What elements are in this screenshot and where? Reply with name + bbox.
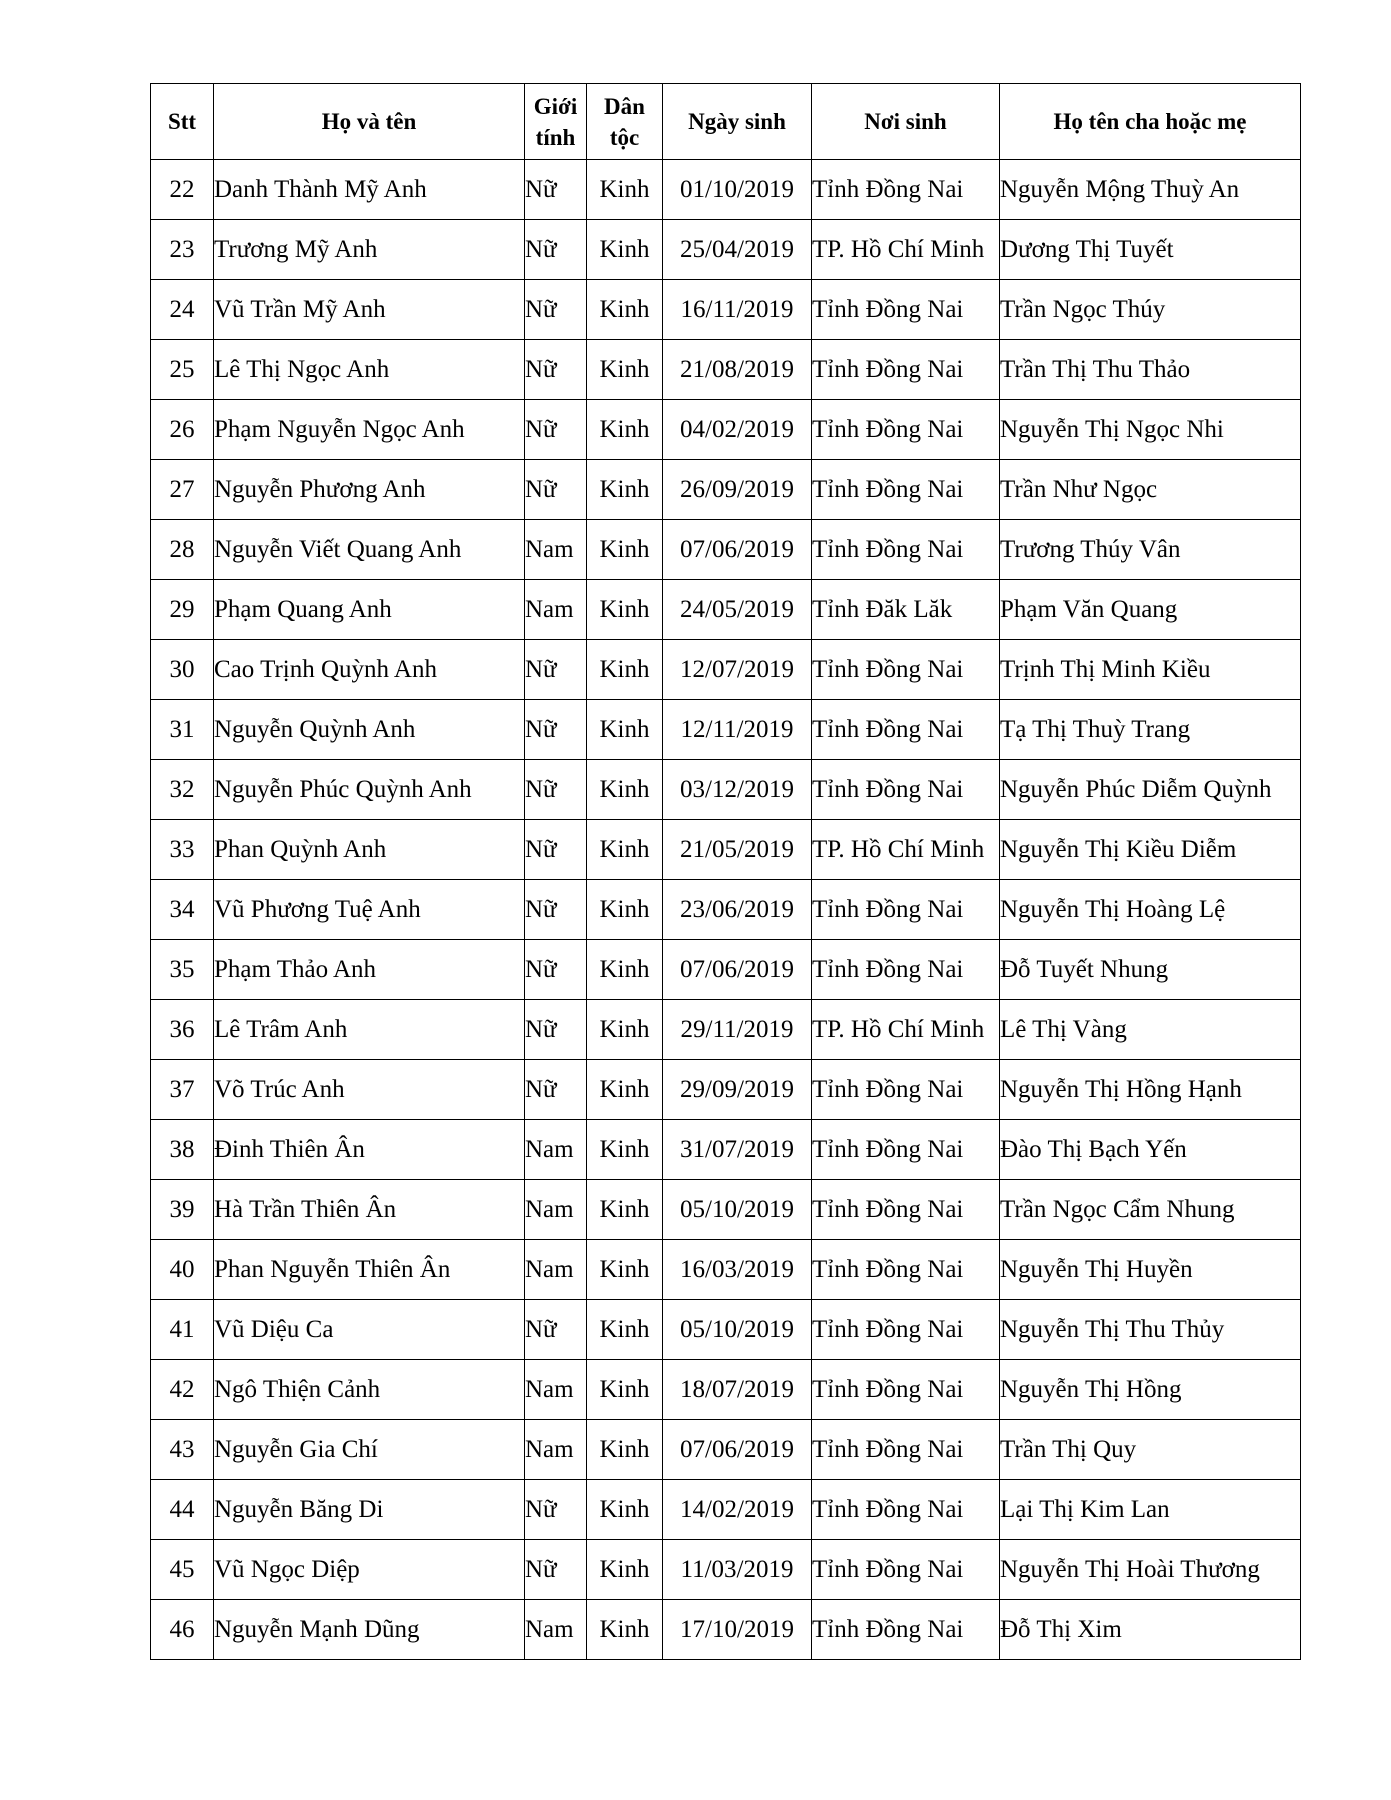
cell-stt: 29	[151, 580, 214, 640]
cell-ethnicity: Kinh	[587, 400, 663, 460]
cell-stt: 36	[151, 1000, 214, 1060]
header-gender-line1: Giới	[533, 93, 578, 119]
cell-ethnicity: Kinh	[587, 1300, 663, 1360]
cell-gender: Nữ	[525, 700, 587, 760]
cell-birthplace: Tỉnh Đồng Nai	[812, 1540, 1000, 1600]
cell-parent: Nguyễn Thị Hồng Hạnh	[1000, 1060, 1301, 1120]
cell-name: Vũ Diệu Ca	[214, 1300, 525, 1360]
table-row	[151, 280, 1301, 340]
cell-name: Phạm Quang Anh	[214, 580, 525, 640]
cell-birthplace: Tỉnh Đồng Nai	[812, 400, 1000, 460]
header-ethnicity-line2: tộc	[609, 124, 640, 150]
cell-dob: 07/06/2019	[663, 940, 812, 1000]
cell-dob: 14/02/2019	[663, 1480, 812, 1540]
cell-gender: Nữ	[525, 220, 587, 280]
cell-gender: Nữ	[525, 880, 587, 940]
cell-ethnicity: Kinh	[587, 460, 663, 520]
cell-stt: 27	[151, 460, 214, 520]
cell-dob: 11/03/2019	[663, 1540, 812, 1600]
cell-parent: Đỗ Tuyết Nhung	[1000, 940, 1301, 1000]
cell-dob: 21/05/2019	[663, 820, 812, 880]
cell-dob: 12/11/2019	[663, 700, 812, 760]
cell-ethnicity: Kinh	[587, 820, 663, 880]
cell-stt: 24	[151, 280, 214, 340]
cell-parent: Nguyễn Thị Hoàng Lệ	[1000, 880, 1301, 940]
cell-birthplace: Tỉnh Đồng Nai	[812, 280, 1000, 340]
cell-parent: Trần Thị Thu Thảo	[1000, 340, 1301, 400]
cell-stt: 31	[151, 700, 214, 760]
cell-parent: Trịnh Thị Minh Kiều	[1000, 640, 1301, 700]
cell-birthplace: Tỉnh Đồng Nai	[812, 940, 1000, 1000]
cell-ethnicity: Kinh	[587, 1120, 663, 1180]
cell-dob: 16/03/2019	[663, 1240, 812, 1300]
cell-name: Phạm Nguyễn Ngọc Anh	[214, 400, 525, 460]
cell-birthplace: Tỉnh Đồng Nai	[812, 1180, 1000, 1240]
table-row	[151, 1300, 1301, 1360]
cell-stt: 39	[151, 1180, 214, 1240]
cell-stt: 35	[151, 940, 214, 1000]
cell-stt: 26	[151, 400, 214, 460]
table-row	[151, 1420, 1301, 1480]
cell-parent: Dương Thị Tuyết	[1000, 220, 1301, 280]
cell-dob: 17/10/2019	[663, 1600, 812, 1660]
cell-gender: Nam	[525, 580, 587, 640]
table-row	[151, 1360, 1301, 1420]
table-row	[151, 580, 1301, 640]
cell-birthplace: Tỉnh Đồng Nai	[812, 880, 1000, 940]
table-row	[151, 400, 1301, 460]
cell-ethnicity: Kinh	[587, 520, 663, 580]
cell-parent: Trần Thị Quy	[1000, 1420, 1301, 1480]
cell-birthplace: TP. Hồ Chí Minh	[812, 220, 1000, 280]
cell-birthplace: Tỉnh Đồng Nai	[812, 1420, 1000, 1480]
table-row	[151, 1120, 1301, 1180]
cell-stt: 40	[151, 1240, 214, 1300]
table-row	[151, 340, 1301, 400]
cell-gender: Nữ	[525, 160, 587, 220]
cell-name: Nguyễn Phương Anh	[214, 460, 525, 520]
header-ethnicity	[587, 84, 663, 160]
cell-stt: 32	[151, 760, 214, 820]
cell-stt: 33	[151, 820, 214, 880]
cell-parent: Nguyễn Thị Hoài Thương	[1000, 1540, 1301, 1600]
cell-parent: Tạ Thị Thuỳ Trang	[1000, 700, 1301, 760]
table-row	[151, 1600, 1301, 1660]
cell-birthplace: Tỉnh Đồng Nai	[812, 1360, 1000, 1420]
cell-dob: 05/10/2019	[663, 1300, 812, 1360]
table-row	[151, 1480, 1301, 1540]
cell-name: Hà Trần Thiên Ân	[214, 1180, 525, 1240]
cell-name: Nguyễn Quỳnh Anh	[214, 700, 525, 760]
cell-parent: Đào Thị Bạch Yến	[1000, 1120, 1301, 1180]
header-name: Họ và tên	[214, 84, 525, 160]
cell-gender: Nam	[525, 520, 587, 580]
cell-parent: Nguyễn Mộng Thuỳ An	[1000, 160, 1301, 220]
header-gender	[525, 84, 587, 160]
cell-dob: 04/02/2019	[663, 400, 812, 460]
table-row	[151, 1180, 1301, 1240]
cell-birthplace: Tỉnh Đồng Nai	[812, 1600, 1000, 1660]
table-row	[151, 880, 1301, 940]
header-gender-line2: tính	[535, 124, 576, 150]
cell-name: Phan Quỳnh Anh	[214, 820, 525, 880]
cell-stt: 23	[151, 220, 214, 280]
cell-gender: Nữ	[525, 340, 587, 400]
cell-dob: 25/04/2019	[663, 220, 812, 280]
cell-stt: 46	[151, 1600, 214, 1660]
cell-gender: Nam	[525, 1180, 587, 1240]
cell-name: Danh Thành Mỹ Anh	[214, 160, 525, 220]
cell-birthplace: Tỉnh Đồng Nai	[812, 520, 1000, 580]
cell-name: Nguyễn Băng Di	[214, 1480, 525, 1540]
cell-ethnicity: Kinh	[587, 160, 663, 220]
header-birthplace: Nơi sinh	[812, 84, 1000, 160]
cell-gender: Nữ	[525, 400, 587, 460]
cell-name: Võ Trúc Anh	[214, 1060, 525, 1120]
cell-gender: Nữ	[525, 760, 587, 820]
cell-parent: Trần Như Ngọc	[1000, 460, 1301, 520]
cell-dob: 05/10/2019	[663, 1180, 812, 1240]
cell-parent: Đỗ Thị Xim	[1000, 1600, 1301, 1660]
cell-ethnicity: Kinh	[587, 1000, 663, 1060]
cell-birthplace: Tỉnh Đăk Lăk	[812, 580, 1000, 640]
cell-stt: 38	[151, 1120, 214, 1180]
table-body	[151, 160, 1301, 1660]
cell-dob: 03/12/2019	[663, 760, 812, 820]
cell-name: Nguyễn Gia Chí	[214, 1420, 525, 1480]
table-row	[151, 940, 1301, 1000]
table-row	[151, 520, 1301, 580]
cell-parent: Trương Thúy Vân	[1000, 520, 1301, 580]
cell-dob: 24/05/2019	[663, 580, 812, 640]
cell-ethnicity: Kinh	[587, 1540, 663, 1600]
table-row	[151, 220, 1301, 280]
cell-ethnicity: Kinh	[587, 220, 663, 280]
cell-ethnicity: Kinh	[587, 1360, 663, 1420]
cell-parent: Nguyễn Thị Huyền	[1000, 1240, 1301, 1300]
cell-ethnicity: Kinh	[587, 340, 663, 400]
cell-gender: Nữ	[525, 280, 587, 340]
cell-ethnicity: Kinh	[587, 700, 663, 760]
cell-stt: 30	[151, 640, 214, 700]
cell-birthplace: Tỉnh Đồng Nai	[812, 1120, 1000, 1180]
header-dob: Ngày sinh	[663, 84, 812, 160]
cell-name: Trương Mỹ Anh	[214, 220, 525, 280]
cell-dob: 31/07/2019	[663, 1120, 812, 1180]
cell-name: Vũ Phương Tuệ Anh	[214, 880, 525, 940]
cell-dob: 16/11/2019	[663, 280, 812, 340]
table-row	[151, 1000, 1301, 1060]
cell-ethnicity: Kinh	[587, 280, 663, 340]
cell-dob: 07/06/2019	[663, 520, 812, 580]
cell-ethnicity: Kinh	[587, 940, 663, 1000]
cell-stt: 43	[151, 1420, 214, 1480]
cell-gender: Nữ	[525, 820, 587, 880]
cell-dob: 29/11/2019	[663, 1000, 812, 1060]
cell-gender: Nữ	[525, 1060, 587, 1120]
cell-stt: 45	[151, 1540, 214, 1600]
cell-name: Phan Nguyễn Thiên Ân	[214, 1240, 525, 1300]
cell-dob: 26/09/2019	[663, 460, 812, 520]
cell-birthplace: Tỉnh Đồng Nai	[812, 1060, 1000, 1120]
cell-birthplace: Tỉnh Đồng Nai	[812, 700, 1000, 760]
cell-name: Cao Trịnh Quỳnh Anh	[214, 640, 525, 700]
cell-ethnicity: Kinh	[587, 1240, 663, 1300]
cell-ethnicity: Kinh	[587, 580, 663, 640]
cell-ethnicity: Kinh	[587, 1180, 663, 1240]
cell-birthplace: Tỉnh Đồng Nai	[812, 340, 1000, 400]
cell-dob: 12/07/2019	[663, 640, 812, 700]
cell-stt: 41	[151, 1300, 214, 1360]
cell-birthplace: Tỉnh Đồng Nai	[812, 1480, 1000, 1540]
cell-gender: Nữ	[525, 640, 587, 700]
cell-gender: Nam	[525, 1600, 587, 1660]
cell-name: Ngô Thiện Cảnh	[214, 1360, 525, 1420]
cell-dob: 01/10/2019	[663, 160, 812, 220]
table-header	[151, 84, 1301, 160]
table-row	[151, 640, 1301, 700]
cell-dob: 21/08/2019	[663, 340, 812, 400]
cell-parent: Nguyễn Thị Ngọc Nhi	[1000, 400, 1301, 460]
cell-name: Vũ Ngọc Diệp	[214, 1540, 525, 1600]
cell-name: Phạm Thảo Anh	[214, 940, 525, 1000]
header-parent: Họ tên cha hoặc mẹ	[1000, 84, 1301, 160]
cell-gender: Nam	[525, 1420, 587, 1480]
cell-birthplace: Tỉnh Đồng Nai	[812, 160, 1000, 220]
cell-ethnicity: Kinh	[587, 1480, 663, 1540]
header-stt: Stt	[151, 84, 214, 160]
cell-gender: Nam	[525, 1360, 587, 1420]
cell-parent: Lê Thị Vàng	[1000, 1000, 1301, 1060]
cell-parent: Nguyễn Thị Hồng	[1000, 1360, 1301, 1420]
cell-gender: Nữ	[525, 940, 587, 1000]
cell-ethnicity: Kinh	[587, 640, 663, 700]
cell-parent: Nguyễn Thị Thu Thủy	[1000, 1300, 1301, 1360]
cell-dob: 18/07/2019	[663, 1360, 812, 1420]
cell-ethnicity: Kinh	[587, 880, 663, 940]
cell-ethnicity: Kinh	[587, 1420, 663, 1480]
cell-stt: 42	[151, 1360, 214, 1420]
table-row	[151, 1540, 1301, 1600]
cell-dob: 23/06/2019	[663, 880, 812, 940]
table-row	[151, 820, 1301, 880]
cell-gender: Nam	[525, 1120, 587, 1180]
cell-parent: Nguyễn Thị Kiều Diễm	[1000, 820, 1301, 880]
cell-stt: 44	[151, 1480, 214, 1540]
cell-gender: Nữ	[525, 1300, 587, 1360]
cell-parent: Nguyễn Phúc Diễm Quỳnh	[1000, 760, 1301, 820]
cell-parent: Trần Ngọc Cẩm Nhung	[1000, 1180, 1301, 1240]
table-row	[151, 160, 1301, 220]
cell-ethnicity: Kinh	[587, 1600, 663, 1660]
cell-name: Đinh Thiên Ân	[214, 1120, 525, 1180]
cell-parent: Phạm Văn Quang	[1000, 580, 1301, 640]
cell-birthplace: TP. Hồ Chí Minh	[812, 820, 1000, 880]
cell-parent: Lại Thị Kim Lan	[1000, 1480, 1301, 1540]
cell-gender: Nữ	[525, 1480, 587, 1540]
cell-name: Vũ Trần Mỹ Anh	[214, 280, 525, 340]
cell-stt: 37	[151, 1060, 214, 1120]
cell-birthplace: Tỉnh Đồng Nai	[812, 1240, 1000, 1300]
cell-ethnicity: Kinh	[587, 1060, 663, 1120]
cell-stt: 22	[151, 160, 214, 220]
cell-birthplace: Tỉnh Đồng Nai	[812, 760, 1000, 820]
cell-stt: 25	[151, 340, 214, 400]
table-row	[151, 760, 1301, 820]
cell-gender: Nữ	[525, 460, 587, 520]
cell-birthplace: Tỉnh Đồng Nai	[812, 460, 1000, 520]
cell-gender: Nữ	[525, 1000, 587, 1060]
cell-parent: Trần Ngọc Thúy	[1000, 280, 1301, 340]
table-row	[151, 460, 1301, 520]
table-row	[151, 1240, 1301, 1300]
cell-ethnicity: Kinh	[587, 760, 663, 820]
cell-gender: Nữ	[525, 1540, 587, 1600]
header-row	[151, 84, 1301, 160]
document-page	[150, 83, 1300, 1660]
cell-birthplace: TP. Hồ Chí Minh	[812, 1000, 1000, 1060]
cell-dob: 07/06/2019	[663, 1420, 812, 1480]
cell-dob: 29/09/2019	[663, 1060, 812, 1120]
cell-name: Lê Thị Ngọc Anh	[214, 340, 525, 400]
header-ethnicity-line1: Dân	[604, 93, 645, 119]
cell-name: Lê Trâm Anh	[214, 1000, 525, 1060]
cell-birthplace: Tỉnh Đồng Nai	[812, 1300, 1000, 1360]
cell-birthplace: Tỉnh Đồng Nai	[812, 640, 1000, 700]
cell-stt: 34	[151, 880, 214, 940]
student-roster-table	[150, 83, 1301, 1660]
cell-name: Nguyễn Viết Quang Anh	[214, 520, 525, 580]
table-row	[151, 1060, 1301, 1120]
cell-stt: 28	[151, 520, 214, 580]
cell-name: Nguyễn Mạnh Dũng	[214, 1600, 525, 1660]
cell-gender: Nam	[525, 1240, 587, 1300]
table-row	[151, 700, 1301, 760]
cell-name: Nguyễn Phúc Quỳnh Anh	[214, 760, 525, 820]
